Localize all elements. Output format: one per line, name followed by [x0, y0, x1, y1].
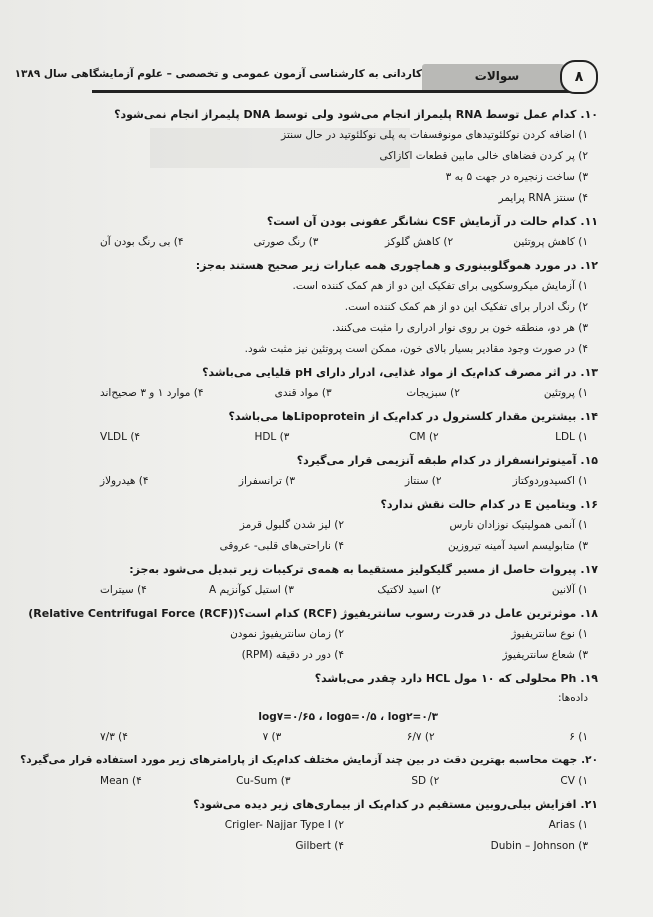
question-text: کدام حالت در آزمایش CSF نشانگر عفونی بودن آن است؟: [266, 215, 577, 228]
section-tab: [422, 64, 572, 90]
option-4: ۴) بی رنگ بودن آن: [100, 236, 184, 248]
option-1: ۱) اکسیدوردوکتاز: [512, 475, 588, 487]
options-row: [100, 771, 598, 792]
question-21: [100, 794, 598, 857]
option-1: ۱) آلانین: [551, 584, 588, 596]
options-row: [100, 427, 598, 448]
question-stem: [100, 450, 598, 471]
section-label: سوالات: [474, 69, 520, 83]
question-stem: [100, 668, 598, 689]
question-number: ۱۰.: [580, 108, 598, 121]
option-1: ۱) اضافه کردن نوکلئوتیدهای مونوفسفات به پلی نوکلئوتید در حال سنتز: [281, 129, 588, 141]
option-3: ۳) متابولیسم اسید آمینه تیروزین: [448, 540, 588, 552]
question-stem: [100, 794, 598, 815]
option-1: ۱) آزمایش میکروسکوپی برای تفکیک این دو از هم کمک کننده است.: [292, 280, 588, 292]
question-stem: [100, 211, 598, 232]
question-text: بیشترین مقدار کلسترول در کدام‌یک از Lipoproteinها می‌باشد؟: [228, 410, 577, 423]
question-text: افزایش بیلی‌روبین مستقیم در کدام‌یک از بیماری‌های زیر دیده می‌شود؟: [193, 798, 577, 811]
question-number: ۱۲.: [580, 259, 598, 272]
options-grid: [100, 815, 598, 857]
question-stem: [100, 255, 598, 276]
options-row: [100, 471, 598, 492]
option-2: ۲) اسید لاکتیک: [377, 584, 441, 596]
question-text: کدام عمل توسط RNA پلیمراز انجام می‌شود ولی توسط DNA پلیمراز انجام نمی‌شود؟: [114, 108, 577, 121]
question-text: جهت محاسبه بهترین دقت در بین چند آزمایش مختلف کدام‌یک از پارامترهای زیر مورد استفاده قرار می‌گیرد؟: [20, 754, 578, 766]
option-2: ۲) سنتاز: [405, 475, 442, 487]
question-text: در مورد هموگلوبینوری و هماچوری همه عبارات زیر صحیح هستند به‌جز:: [195, 259, 577, 272]
option-3: ۳) شعاع سانتریفیوژ: [502, 649, 588, 661]
option-3: ۳) استیل کوآنزیم A: [208, 584, 294, 596]
option-4: ۴) Gilbert: [295, 840, 344, 852]
question-11: [100, 211, 598, 253]
header-title: کاردانی به کارشناسی آزمون عمومی و تخصصی – علوم آزمایشگاهی سال ۱۳۸۹: [14, 68, 422, 80]
question-number: ۱۳.: [580, 366, 598, 379]
given-formula-line: [100, 708, 598, 727]
given-data: [100, 689, 598, 708]
question-number: ۱۹.: [580, 672, 598, 685]
options-row: [100, 232, 598, 253]
header-rule: [92, 90, 574, 93]
question-16: [100, 494, 598, 557]
question-number: ۱۷.: [580, 563, 598, 576]
question-number: ۱۴.: [580, 410, 598, 423]
question-stem: [100, 559, 598, 580]
page-header: [14, 62, 604, 92]
options-row: [100, 727, 598, 748]
option-2: ۲) ۶/۷: [406, 731, 435, 743]
option-1: ۱) CV: [560, 775, 588, 787]
option-4: ۴) ۷/۳: [100, 731, 128, 743]
question-14: [100, 406, 598, 448]
rcf-definition: (Relative Centrifugal Force (RCF)): [28, 607, 239, 620]
option-4: ۴) VLDL: [100, 431, 141, 443]
question-number: ۱۱.: [580, 215, 598, 228]
option-1: ۱) پروتئین: [543, 387, 588, 399]
question-stem: [28, 603, 598, 624]
question-text: Ph محلولی که ۱۰ مول HCL دارد چقدر می‌باشد؟: [314, 672, 577, 685]
page-number: ۸: [560, 60, 598, 94]
option-1: ۱) آنمی همولیتیک نوزادان نارس: [449, 519, 588, 531]
question-17: [100, 559, 598, 601]
question-stem: [100, 406, 598, 427]
question-number: ۱۶.: [580, 498, 598, 511]
questions-list: [20, 104, 598, 859]
option-3: ۳) ترانسفراز: [238, 475, 295, 487]
option-2: ۲) پر کردن فضاهای خالی مابین قطعات اکازاکی: [379, 150, 588, 162]
option-3: ۳) مواد قندی: [274, 387, 332, 399]
question-number: ۱۵.: [580, 454, 598, 467]
option-1: ۱) LDL: [555, 431, 588, 443]
question-number: ۲۰.: [581, 754, 598, 766]
question-10: [100, 104, 598, 209]
options-row: [100, 580, 598, 601]
question-text: پیروات حاصل از مسیر گلیکولیز مستقیما به همه‌ی ترکیبات زیر تبدیل می‌شود به‌جز:: [129, 563, 577, 576]
option-2: ۲) رنگ ادرار برای تفکیک این دو از هم کمک کننده است.: [344, 301, 588, 313]
option-4: ۴) Mean: [100, 775, 142, 787]
question-text: در اثر مصرف کدام‌یک از مواد غذایی، ادرار دارای pH قلیایی می‌باشد؟: [202, 366, 577, 379]
question-18: [28, 603, 598, 666]
option-3: ۳) هر دو، منطقه خون بر روی نوار ادراری را مثبت می‌کنند.: [332, 322, 588, 334]
option-3: ۳) ساخت زنجیره در جهت ۵ به ۳: [445, 171, 588, 183]
question-number: ۲۱.: [580, 798, 598, 811]
question-stem: [100, 104, 598, 125]
option-2: ۲) Crigler- Najjar Type I: [224, 819, 344, 831]
question-12: [100, 255, 598, 360]
question-20: [20, 750, 598, 792]
option-4: ۴) سیترات: [100, 584, 147, 596]
option-2: ۲) زمان سانتریفیوژ نمودن: [230, 628, 344, 640]
option-3: ۳) Dubin – Johnson: [490, 840, 588, 852]
question-19: [100, 668, 598, 748]
question-number: ۱۸.: [580, 607, 598, 620]
option-2: ۲) SD: [411, 775, 440, 787]
option-1: ۱) کاهش پروتئین: [513, 236, 588, 248]
data-label: داده‌ها:: [557, 692, 588, 704]
question-text: ویتامین E در کدام حالت نقش ندارد؟: [380, 498, 577, 511]
option-2: ۲) لیز شدن گلبول قرمز: [239, 519, 344, 531]
options-row: [100, 383, 598, 404]
question-stem: [100, 494, 598, 515]
option-2: ۲) کاهش گلوکز: [384, 236, 454, 248]
option-2: ۲) CM: [409, 431, 439, 443]
option-4: ۴) در صورت وجود مقادیر بسیار بالای خون، ممکن است پروتئین نیز مثبت شود.: [244, 343, 588, 355]
option-1: ۱) Arias: [548, 819, 588, 831]
options-grid: [100, 624, 598, 666]
option-3: ۳) HDL: [254, 431, 290, 443]
option-2: ۲) سبزیجات: [406, 387, 460, 399]
option-1: ۱) ۶: [569, 731, 588, 743]
question-text: موثرترین عامل در قدرت رسوب سانتریفیوژ (RCF) کدام است؟: [238, 607, 577, 620]
option-4: ۴) هیدرولاز: [100, 475, 149, 487]
option-3: ۳) ۷: [262, 731, 282, 743]
option-1: ۱) نوع سانتریفیوژ: [511, 628, 588, 640]
question-text: آمینوترانسفراز در کدام طبقه آنزیمی قرار می‌گیرد؟: [296, 454, 577, 467]
question-stem: [100, 362, 598, 383]
question-13: [100, 362, 598, 404]
log-values: log۷=۰/۶۵ ، log۵=۰/۵ ، log۲=۰/۳: [258, 711, 438, 723]
question-15: [100, 450, 598, 492]
option-4: ۴) سنتز RNA پرایمر: [498, 192, 588, 204]
options-grid: [100, 515, 598, 557]
option-4: ۴) دور در دقیقه (RPM): [241, 649, 344, 661]
option-4: ۴) موارد ۱ و ۳ صحیح‌اند: [99, 387, 204, 399]
option-3: ۳) Cu-Sum: [236, 775, 291, 787]
option-3: ۳) رنگ صورتی: [253, 236, 319, 248]
question-stem: [20, 750, 598, 771]
option-4: ۴) ناراحتی‌های قلبی- عروقی: [219, 540, 344, 552]
